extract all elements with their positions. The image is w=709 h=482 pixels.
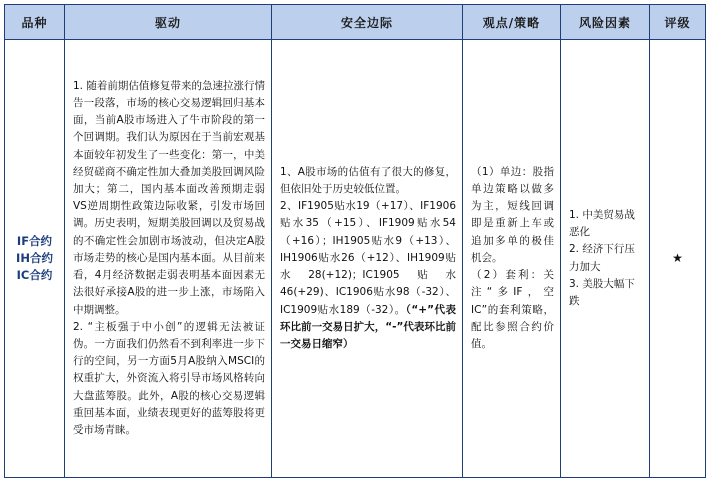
product-ih: IH合约 [16, 251, 53, 265]
safety-point-1: 1、A股市场的估值有了很大的修复，但依旧处于历史较低位置。 [280, 165, 456, 196]
product-ic: IC合约 [16, 268, 53, 282]
risk-factors-cell [561, 40, 650, 478]
rating-cell [650, 40, 706, 478]
view-strategy-cell [463, 40, 561, 478]
strategy-table [4, 4, 706, 478]
driver-point-1: 1. 随着前期估值修复带来的急速拉涨行情告一段落，市场的核心交易逻辑回归基本面，当前A股市场进入了牛市阶段的第一个回调期。我们认为原因在于当前宏观基本面较年初发生了一些变化：第一，中美经贸磋商不确定性加大叠加美股回调风险加大；第二，国内基本面改善预期走弱VS逆周期性政策边际收紧，引发市场回调。历史表明，短期美股回调以及贸易战的不确定性会加剧市场波动，但决定A股市场走势的核心是国内基本面。从目前来看，4月经济数据走弱表明基本面因素无法很好承接A股的进一步上涨，市场陷入中期调整。 [73, 79, 265, 316]
drivers-cell [65, 40, 272, 478]
header-view-strategy: 观点/策略 [463, 5, 561, 40]
safety-point-2-text: 2、IF1905贴水19（+17）、IF1906贴水35（+15）、IF1909贴水54（+16）；IH1905贴水9（+13）、IH1906贴水26（+12）、IH1909贴水28(+12)；IC1905贴水46(+29)、IC1906贴水98（-32）、IC1909贴水189（-32）。 [280, 200, 456, 316]
risk-item-1: 1. 中美贸易战恶化 [569, 208, 635, 239]
safety-note: （“+”代表环比前一交易日扩大，“-”代表环比前一交易日缩窄） [280, 303, 456, 350]
table-row [5, 40, 706, 478]
rating-star-icon: ★ [672, 250, 683, 265]
header-drivers: 驱动 [65, 5, 272, 40]
risk-item-2: 2. 经济下行压力加大 [569, 243, 635, 273]
driver-point-2: 2. “主板强于中小创”的逻辑无法被证伪。一方面我们仍然看不到利率进一步下行的空间，另一方面5月A股纳入MSCI的权重扩大，外资流入将引导市场风格转向大盘蓝筹股。此外，A股的核心交易逻辑重回基本面，业绩表现更好的蓝筹股将更受市场青睐。 [73, 320, 265, 436]
product-cell [5, 40, 65, 478]
header-risk-factors: 风险因素 [561, 5, 650, 40]
header-rating: 评级 [650, 5, 706, 40]
risk-item-3: 3. 美股大幅下跌 [569, 277, 635, 307]
header-product: 品种 [5, 5, 65, 40]
header-safety-margin: 安全边际 [272, 5, 463, 40]
product-if: IF合约 [16, 234, 53, 248]
safety-margin-cell [272, 40, 463, 478]
safety-point-2 [280, 198, 456, 353]
strategy-table-container [4, 4, 705, 478]
view-point-2: （2）套利：关注“多IF，空IC”的套利策略，配比参照合约价值。 [471, 269, 554, 350]
view-point-1: （1）单边：股指单边策略以做多为主，短线回调即是重新上车或追加多单的极佳机会。 [471, 165, 554, 264]
header-row [5, 5, 706, 40]
